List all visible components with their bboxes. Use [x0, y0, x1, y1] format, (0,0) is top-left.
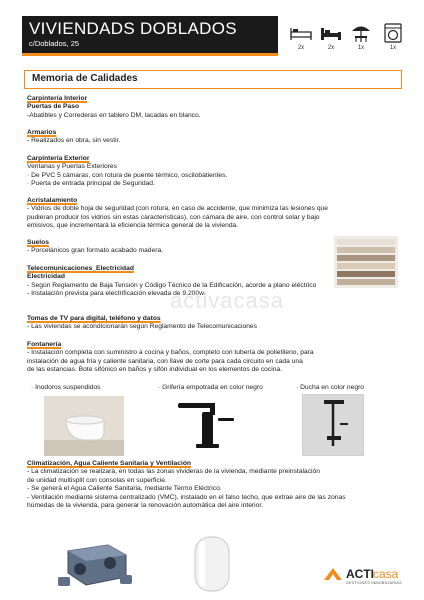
section-line: pudieran producir los vidrios sin estas características), con cámara de aire, con control solar y bajo [27, 213, 320, 221]
fixture-label: · Inodoros suspendidos [31, 384, 101, 391]
section-armarios [27, 129, 377, 146]
section-suelos [27, 239, 287, 256]
memoria-title: Memoria de Calidades [32, 73, 138, 84]
water-heater-image [186, 533, 238, 595]
section-line: de unidad multisplit con consolas en superficie. [27, 476, 167, 484]
actica-logo [322, 560, 418, 590]
faucet-image [166, 396, 246, 456]
section-heading: Carpintería Interior [27, 95, 88, 102]
section-line: - Vidrios de doble hoja de seguridad (con rotura, en caso de accidente, que minimiza las lesiones que [27, 205, 328, 213]
section-line: Ventanas y Puertas Exteriores [27, 163, 117, 171]
page-title: VIVIENDADS DOBLADOS [29, 19, 237, 38]
section-line: - Instalación completa con suministro a cocina y baños, completo con tubería de polietileno, para [27, 349, 314, 357]
bed-icon [288, 22, 314, 44]
section-heading: Telecomunicaciones_Electricidad [27, 265, 134, 272]
section-line: - Según Reglamento de Baja Tensión y Código Técnico de la Edificación, acorde a plano eléctrico [27, 281, 317, 289]
bed-count: 2x [297, 45, 305, 51]
section-heading: Climatización, Agua Caliente Sanitaria y Ventilación [27, 460, 192, 467]
section-line: - La climatización se realizará, en todas las zonas vivideras de la vivienda, mediante preinstalación [27, 468, 320, 476]
section-heading: Fontanería [27, 341, 62, 348]
ventilation-unit-image [50, 533, 142, 591]
page-header [22, 16, 278, 53]
terrace-umbrella-icon [348, 22, 374, 44]
section-line: -Abatibles y Correderas en tablero DM, lacadas en blanco. [27, 111, 201, 119]
section-line: - Realizados en obra, sin vestir. [27, 137, 121, 145]
section-line: - Porcelánicos gran formato acabado madera. [27, 247, 164, 255]
terrace-count: 1x [357, 45, 365, 51]
section-subheading: Puertas de Paso [27, 103, 80, 111]
section-tv [27, 315, 377, 332]
section-line: emisivos, que incrementará la eficiencia térmica general de la vivienda. [27, 222, 239, 230]
double-bed-count: 2x [327, 45, 335, 51]
section-heading: Suelos [27, 239, 49, 246]
section-line: húmedas de la vivienda, para generar la renovación automática del aire interior. [27, 502, 264, 510]
double-bed-icon [318, 22, 344, 44]
section-line: instalación de agua fría y caliente sanitaria, con llave de corte para cada circuito en cada una [27, 357, 303, 365]
watermark: activacasa [170, 288, 284, 313]
section-subheading: Electricidad [27, 273, 65, 281]
memoria-title-box [24, 70, 402, 89]
section-carpinteria-exterior [27, 155, 377, 189]
washing-machine-icon [380, 22, 406, 44]
section-carpinteria-interior [27, 95, 377, 120]
floor-tiles-image [334, 236, 398, 288]
section-acristalamiento [27, 197, 402, 231]
shower-image [302, 394, 364, 456]
section-line: de las estancias. Bote sifónico en baños y sifón individual en los elementos de cocina. [27, 366, 283, 374]
section-heading: Tomas de TV para digital, teléfono y datos [27, 315, 161, 322]
section-heading: Armarios [27, 129, 57, 136]
section-climatizacion [27, 460, 407, 510]
header-accent-bar [22, 53, 278, 56]
feature-icons [288, 22, 412, 54]
logo-brand-a: ACTI [346, 567, 374, 581]
section-fontaneria [27, 341, 377, 375]
section-line: - Las viviendas se acondicionarán según Reglamento de Telecomunicaciones [27, 323, 257, 331]
section-heading: Acristalamiento [27, 197, 78, 204]
logo-tagline: GESTIONES INMOBILIARIAS [346, 581, 402, 585]
section-line: - Ventilación mediante sistema centralizado (VMC), instalado en el falso techo, que extrae aire de las zonas [27, 493, 346, 501]
fixture-label: · Grifería empotrada en color negro [158, 384, 263, 391]
fixture-label: · Ducha en color negro [296, 384, 365, 391]
page-subtitle: c/Doblados, 25 [29, 39, 80, 48]
washer-count: 1x [389, 45, 397, 51]
toilet-image [44, 396, 124, 456]
section-line: - Instalación prevista para electrificación elevada de 9.200w. [27, 290, 206, 298]
logo-brand-b: casa [373, 567, 399, 581]
section-line: · De PVC 5 cámaras, con rotura de puente térmico, oscilobatientes. [27, 171, 228, 179]
section-heading: Carpintería Exterior [27, 155, 90, 162]
section-line: · Puerta de entrada principal de Seguridad. [27, 180, 155, 188]
section-line: - Se generá el Agua Caliente Sanitaria, mediante Termo Eléctrico. [27, 485, 222, 493]
